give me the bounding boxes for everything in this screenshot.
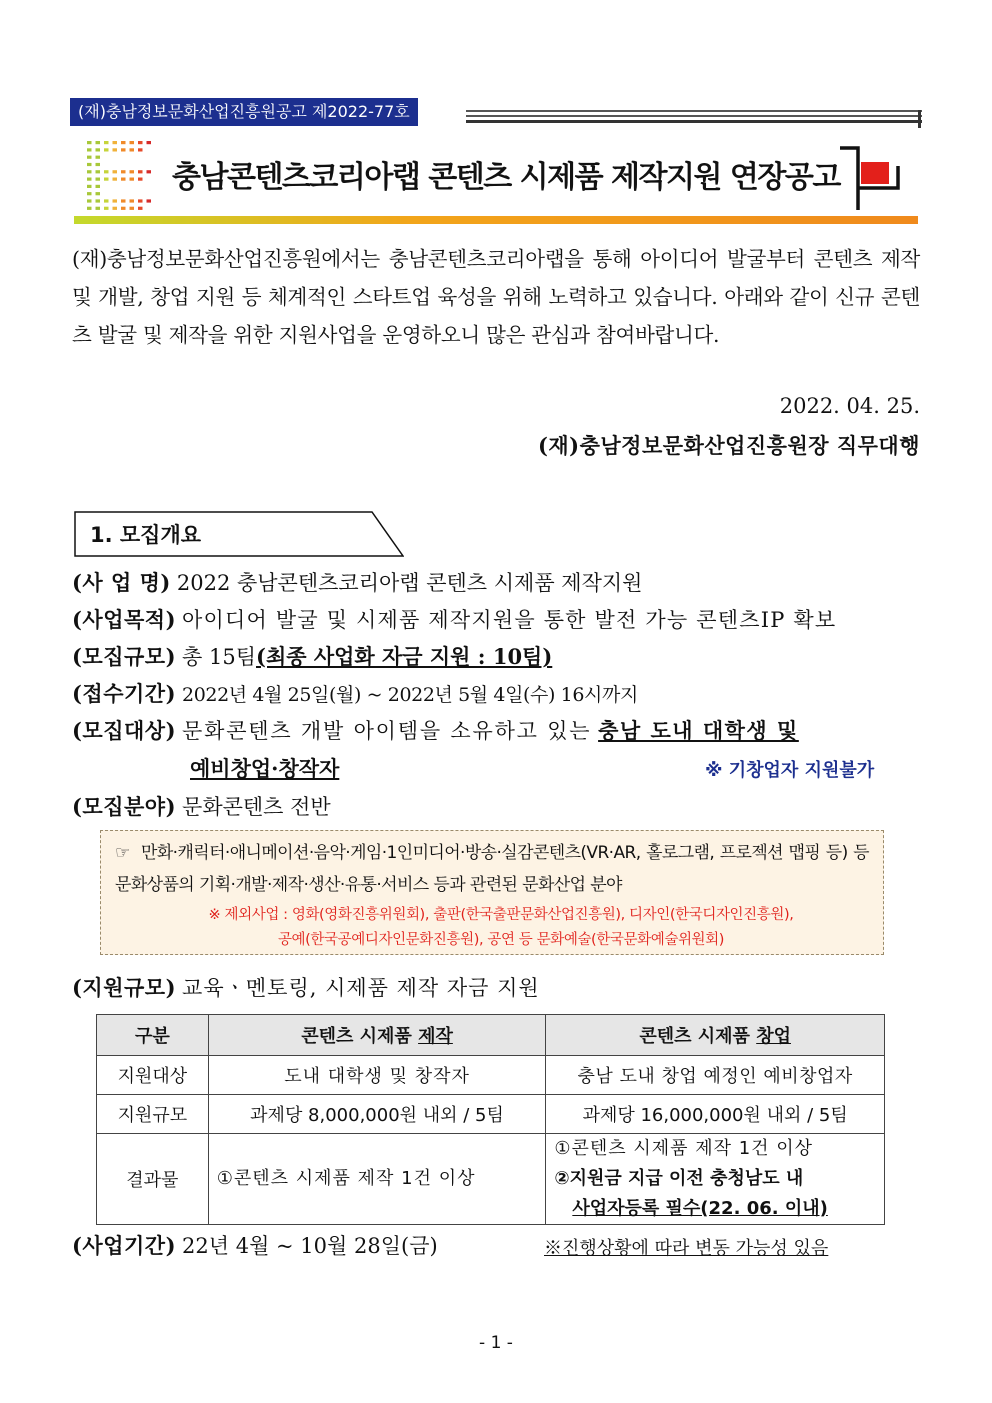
logo-dot (138, 148, 143, 151)
result-line-1: ①콘텐츠 시제품 제작 1건 이상 (554, 1138, 814, 1159)
logo-dot (130, 170, 135, 173)
logo-dot (113, 207, 118, 210)
logo-dot (113, 141, 118, 144)
logo-dot (113, 170, 118, 173)
table-cell: 도내 대학생 및 창작자 (208, 1056, 546, 1095)
logo-dot (138, 199, 143, 202)
logo-dot (104, 178, 109, 181)
header-rule-bottom (466, 120, 922, 123)
agency-logo-icon (836, 140, 906, 214)
table-cell-label: 지원대상 (97, 1056, 209, 1095)
scale-emphasis: (최종 사업화 자금 지원 : 10팀) (256, 644, 553, 669)
page-number: - 1 - (479, 1333, 513, 1353)
logo-dot (147, 141, 152, 144)
logo-dot (121, 141, 126, 144)
table-cell: ①콘텐츠 시제품 제작 1건 이상 (208, 1134, 546, 1225)
logo-dot (87, 170, 92, 173)
logo-dot (87, 141, 92, 144)
project-name-value: 2022 충남콘텐츠코리아랩 콘텐츠 시제품 제작지원 (176, 571, 643, 595)
logo-dot (87, 185, 92, 188)
table-header-production (208, 1015, 546, 1056)
logo-dot (138, 141, 143, 144)
target-value: 문화콘텐츠 개발 아이템을 소유하고 있는 (182, 719, 592, 743)
purpose-label: (사업목적) (72, 607, 177, 632)
support-label: (지원규모) (72, 975, 177, 1000)
result-line-3: 사업자등록 필수(22. 06. 이내) (572, 1198, 828, 1219)
intro-paragraph: (재)충남정보문화산업진흥원에서는 충남콘텐츠코리아랩을 통해 아이디어 발굴부터 콘텐츠 제작 및 개발, 창업 지원 등 체계적인 스타트업 육성을 위해 노력하고 있습니다. 아래와 같이 신규 콘텐츠 발굴 및 제작을 위한 지원사업을 운영하오니 많은 관심과 참여바랍니다. (72, 247, 920, 347)
table-cell-result-startup (546, 1134, 885, 1225)
table-header-startup-text: 콘텐츠 시제품 (639, 1026, 757, 1047)
logo-dot (87, 148, 92, 151)
purpose-row (72, 604, 836, 634)
table-header-startup-emphasis: 창업 (756, 1026, 791, 1047)
scale-row (72, 641, 552, 671)
logo-dot (87, 207, 92, 210)
logo-dot (87, 192, 92, 195)
logo-dot (113, 199, 118, 202)
logo-dot (96, 207, 101, 210)
header-rule-top (466, 110, 922, 112)
table-cell: 과제당 16,000,000원 내외 / 5팀 (546, 1095, 885, 1134)
logo-dot (104, 199, 109, 202)
table-row (97, 1095, 885, 1134)
logo-dot (104, 207, 109, 210)
table-header-production-text: 콘텐츠 시제품 (301, 1026, 419, 1047)
logo-dot (96, 192, 101, 195)
table-cell: 충남 도내 창업 예정인 예비창업자 (546, 1056, 885, 1095)
scale-label: (모집규모) (72, 644, 177, 669)
issue-date: 2022. 04. 25. (779, 394, 920, 418)
scale-value: 총 15팀 (182, 645, 257, 669)
support-table (96, 1014, 885, 1225)
logo-dot (104, 141, 109, 144)
logo-dot (130, 199, 135, 202)
field-label: (모집분야) (72, 794, 177, 819)
table-cell-label: 결과물 (97, 1134, 209, 1225)
logo-dot (104, 148, 109, 151)
logo-dot (130, 148, 135, 151)
target-row (72, 715, 799, 745)
header-rule-end (918, 110, 921, 128)
period-row (72, 678, 638, 708)
logo-dot (130, 178, 135, 181)
table-header-production-emphasis: 제작 (418, 1026, 453, 1047)
logo-dot (121, 207, 126, 210)
field-detail-box (100, 830, 884, 955)
duration-value: 22년 4월 ~ 10월 28일(금) (182, 1234, 438, 1258)
logo-dot (130, 207, 135, 210)
logo-dot (113, 178, 118, 181)
excluded-line-1: ※ 제외사업 : 영화(영화진흥위원회), 출판(한국출판문화산업진흥원), 디자인(한국디자인진흥원), (208, 907, 794, 923)
target-label: (모집대상) (72, 718, 177, 743)
logo-dot (121, 148, 126, 151)
title-underline-bar (74, 216, 918, 224)
project-name-row (72, 567, 642, 597)
excluded-projects (131, 903, 871, 953)
content-korea-lab-logo-icon (84, 138, 154, 214)
target-emphasis-1: 충남 도내 대학생 및 (598, 718, 799, 743)
excluded-line-2: 공예(한국공예디자인문화진흥원), 공연 등 문화예술(한국문화예술위원회) (277, 932, 725, 948)
target-emphasis-2: 예비창업·창작자 (190, 756, 340, 781)
duration-row (72, 1230, 438, 1260)
issuer: (재)충남정보문화산업진흥원장 직무대행 (537, 433, 920, 458)
logo-dot (96, 178, 101, 181)
table-header-startup (546, 1015, 885, 1056)
target-note: ※ 기창업자 지원불가 (705, 760, 875, 781)
period-value: 2022년 4월 25일(월) ~ 2022년 5월 4일(수) 16시까지 (182, 684, 638, 706)
duration-label: (사업기간) (72, 1233, 177, 1258)
project-name-label: (사 업 명) (72, 570, 171, 595)
header-rule-mid (466, 115, 922, 117)
pointing-hand-icon: ☞ (115, 843, 130, 863)
field-value: 문화콘텐츠 전반 (182, 795, 331, 819)
logo-dot (87, 156, 92, 159)
section-title: 1. 모집개요 (90, 523, 202, 547)
logo-dot (130, 141, 135, 144)
logo-dot (104, 170, 109, 173)
logo-dot (96, 199, 101, 202)
table-row (97, 1134, 885, 1225)
logo-dot (96, 170, 101, 173)
logo-dot (96, 163, 101, 166)
purpose-value: 아이디어 발굴 및 시제품 제작지원을 통한 발전 가능 콘텐츠IP 확보 (182, 608, 837, 632)
logo-dot (96, 148, 101, 151)
logo-dot (138, 170, 143, 173)
logo-dot (87, 178, 92, 181)
logo-dot (138, 207, 143, 210)
logo-dot (96, 185, 101, 188)
logo-dot (121, 178, 126, 181)
logo-dot (138, 178, 143, 181)
notice-number: (재)충남정보문화산업진흥원공고 제2022-77호 (70, 98, 418, 126)
logo-dot (113, 148, 118, 151)
result-line-2: ②지원금 지급 이전 충청남도 내 (554, 1168, 804, 1189)
field-detail-text: 만화·캐릭터·애니메이션·음악·게임·1인미디어·방송·실감콘텐츠(VR·AR, 홀로그램, 프로젝션 맵핑 등) 등 문화상품의 기획·개발·제작·생산·유통·서비스 등과 관련된 문화산업 분야 (115, 843, 869, 895)
field-row (72, 791, 331, 821)
logo-dot (96, 156, 101, 159)
table-cell-label: 지원규모 (97, 1095, 209, 1134)
logo-dot (147, 170, 152, 173)
logo-dot (87, 199, 92, 202)
support-row (72, 972, 540, 1002)
logo-dot (87, 163, 92, 166)
support-value: 교육ㆍ멘토링, 시제품 제작 자금 지원 (182, 976, 540, 1000)
table-row (97, 1056, 885, 1095)
table-cell: 과제당 8,000,000원 내외 / 5팀 (208, 1095, 546, 1134)
logo-dot (121, 199, 126, 202)
target-row-2 (190, 753, 339, 783)
logo-dot (121, 170, 126, 173)
logo-dot (96, 141, 101, 144)
field-detail (115, 837, 869, 901)
logo-dot (147, 199, 152, 202)
duration-note: ※진행상황에 따라 변동 가능성 있음 (544, 1238, 829, 1259)
page-title: 충남콘텐츠코리아랩 콘텐츠 시제품 제작지원 연장공고 (172, 160, 840, 195)
period-label: (접수기간) (72, 681, 177, 706)
table-header-category: 구분 (97, 1015, 209, 1056)
table-header-row (97, 1015, 885, 1056)
